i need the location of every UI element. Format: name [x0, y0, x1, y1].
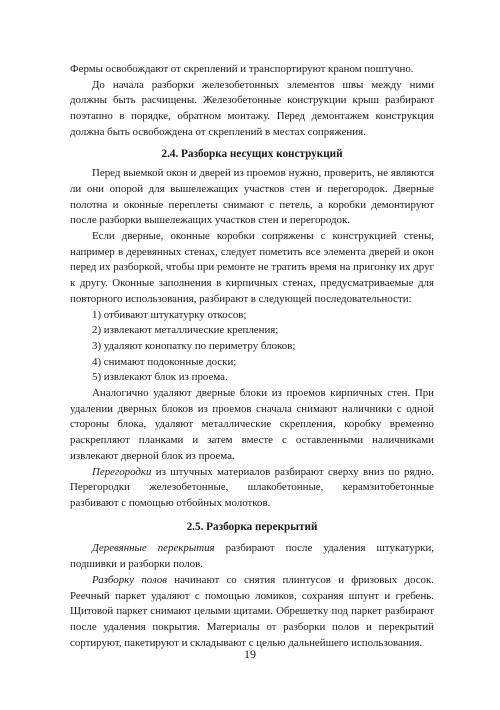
paragraph-text: начинают со снятия плинтусов и фризовых досок. Реечный паркет удаляют с помощью ломиков, сохраняя шпунт и гребень. Щитовой паркет снимают целыми щитами. Обрешетку под паркет разбирают после удаления покрытия. Материалы от разборки полов и перекрытий сортируют, пакетируют и складывают с целью дальнейшего использования.: [70, 573, 434, 649]
emphasis-term: Перегородки: [92, 465, 152, 478]
removal-steps-list: [70, 308, 434, 387]
list-item: 3) удаляют конопатку по периметру блоков;: [92, 339, 296, 352]
list-item: 4) снимают подоконные доски;: [92, 355, 237, 368]
section-2-4-paragraph-4: [70, 465, 434, 512]
section-2-4-paragraph-1: Перед выемкой окон и дверей из проемов нужно, проверить, не являются ли они опорой для вышележащих участков стен и перегородок. Дверные полотна и оконные переплеты снимают с петель, а коробки демонтируют после разборки вышележащих участков стен и перегородок.: [70, 167, 434, 227]
section-heading-2-4: 2.4. Разборка несущих конструкций: [161, 147, 343, 160]
section-2-4-paragraph-2: Если дверные, оконные коробки сопряжены с конструкцией стены, например в деревянных стенах, следует пометить все элемента дверей и окон перед их разборкой, чтобы при ремонте не тратить время на пригонку их друг к другу. Оконные заполнения в кирпичных стенах, предусматриваемые для повторного использования, разбирают в следующей последовательности:: [70, 230, 434, 305]
paragraph-text: разбирают после удаления штукатурки, подшивки и разборки полов.: [70, 542, 434, 571]
section-2-5-paragraph-2: [70, 573, 434, 652]
list-item: 1) отбивают штукатурку откосов;: [92, 308, 247, 321]
page-number: 19: [244, 647, 256, 661]
emphasis-term: Деревянные перекрытия: [92, 542, 215, 555]
section-2-5-paragraph-1: [70, 541, 434, 572]
intro-paragraph-1: Фермы освобождают от скреплений и транспортируют краном поштучно.: [70, 63, 414, 75]
paragraph-text: из штучных материалов разбирают сверху вниз по рядно. Перегородки железобетонные, шлакобетонные, керамзитобетонные разбивают с помощью отбойных молотков.: [70, 465, 434, 509]
intro-paragraph-2: До начала разборки железобетонных элементов швы между ними должны быть расчищены. Железобетонные конструкции крыш разбирают поэтапно в порядке, обратном монтажу. Перед демонтажем конструкция должна быть освобождена от скреплений в местах сопряжения.: [70, 78, 434, 138]
section-2-4-paragraph-3: Аналогично удаляют дверные блоки из проемов кирпичных стен. При удалении дверных блоков из проемов сначала снимают наличники с одной стороны блока, удаляют металлические скрепления, коробку временно раскрепляют планками и затем вместе с оставленными наличниками извлекают дверной блок из проема.: [70, 387, 434, 462]
list-item: 2) извлекают металлические крепления;: [92, 324, 279, 337]
list-item: 5) извлекают блок из проема.: [92, 371, 228, 384]
emphasis-term: Разборку полов: [92, 573, 168, 586]
section-heading-2-5: 2.5. Разборка перекрытий: [186, 520, 318, 533]
document-page: [70, 62, 434, 651]
